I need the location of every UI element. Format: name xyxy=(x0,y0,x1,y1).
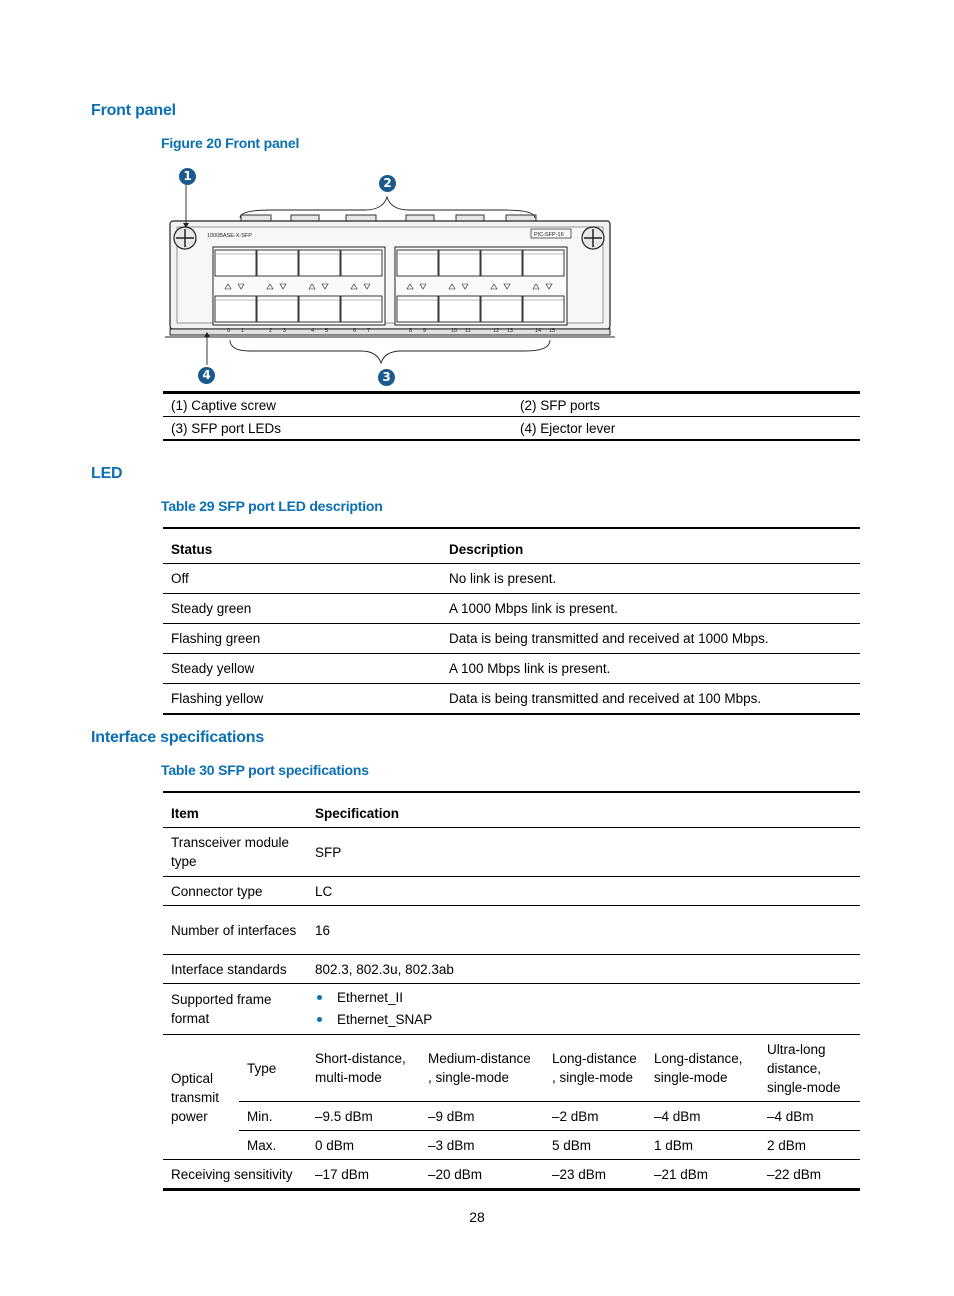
port-number-label: 0 xyxy=(227,328,231,334)
table-row xyxy=(163,1131,860,1160)
spec-cell: –21 dBm xyxy=(654,1166,709,1182)
spec-cell: Long-distance, single-mode xyxy=(646,1035,759,1102)
spec-cell: –22 dBm xyxy=(767,1166,822,1182)
spec-cell: 0 dBm xyxy=(307,1131,420,1160)
column-header-specification: Specification xyxy=(307,792,860,828)
column-header-description: Description xyxy=(441,528,860,564)
status-cell: Flashing green xyxy=(163,624,441,654)
description-cell: Data is being transmitted and received at 1000 Mbps. xyxy=(441,624,860,654)
port-number-label: 6 xyxy=(353,328,357,334)
frame-format-list xyxy=(315,987,852,1031)
status-cell: Steady green xyxy=(163,594,441,624)
item-cell: Transceiver module type xyxy=(163,828,307,877)
item-cell: Connector type xyxy=(163,877,307,906)
sfp-port-spec-table xyxy=(163,791,860,1191)
item-cell: Number of interfaces xyxy=(163,906,307,955)
led-description-table xyxy=(163,527,860,715)
table-row xyxy=(163,1035,860,1102)
model-label-right: PIC-SFP-16 xyxy=(534,232,564,238)
spec-cell: Short-distance, multi-mode xyxy=(307,1035,420,1102)
spec-cell: –23 dBm xyxy=(552,1166,607,1182)
item-cell: Interface standards xyxy=(163,955,307,984)
subitem-cell: Type xyxy=(239,1035,307,1102)
description-cell: A 100 Mbps link is present. xyxy=(441,654,860,684)
page-number: 28 xyxy=(469,1209,485,1225)
captive-screw-left xyxy=(174,227,196,249)
port-number-label: 7 xyxy=(367,328,371,334)
table-row xyxy=(163,564,860,594)
callout-4: 4 xyxy=(198,367,215,384)
spec-cell: –4 dBm xyxy=(759,1102,860,1131)
callout-1: 1 xyxy=(179,168,196,185)
table-header-row xyxy=(163,528,860,564)
callout-2: 2 xyxy=(379,175,396,192)
table-row xyxy=(163,828,860,877)
spec-cell: 16 xyxy=(307,906,860,955)
table-row xyxy=(163,1160,860,1190)
spec-cell: –17 dBm xyxy=(315,1166,370,1182)
status-cell: Flashing yellow xyxy=(171,691,264,706)
spec-cell: 1 dBm xyxy=(646,1131,759,1160)
list-item: Ethernet_SNAP xyxy=(315,1009,852,1031)
port-number-label: 5 xyxy=(325,328,329,334)
section-heading-led: LED xyxy=(91,465,123,482)
port-number-label: 4 xyxy=(311,328,315,334)
port-number-label: 11 xyxy=(465,328,471,334)
status-cell: Off xyxy=(163,564,441,594)
table-row xyxy=(163,594,860,624)
spec-cell: Ultra-long distance, single-mode xyxy=(759,1035,860,1102)
callout-3: 3 xyxy=(378,369,395,386)
spec-cell: –2 dBm xyxy=(544,1102,646,1131)
table-row xyxy=(163,1102,860,1131)
table-header-row xyxy=(163,792,860,828)
spec-cell: 5 dBm xyxy=(544,1131,646,1160)
status-cell: Steady yellow xyxy=(163,654,441,684)
front-panel-figure xyxy=(165,165,620,390)
port-number-label: 15 xyxy=(549,328,556,334)
list-item: Ethernet_II xyxy=(315,987,852,1009)
front-panel-drawing xyxy=(165,165,620,390)
table-row xyxy=(163,877,860,906)
port-number-label: 3 xyxy=(283,328,287,334)
description-cell: Data is being transmitted and received at 100 Mbps. xyxy=(449,691,762,706)
spec-cell: –9 dBm xyxy=(420,1102,544,1131)
table-row xyxy=(163,393,860,417)
subitem-cell: Min. xyxy=(239,1102,307,1131)
spec-cell: –9.5 dBm xyxy=(307,1102,420,1131)
table-row xyxy=(163,624,860,654)
table-row xyxy=(163,417,860,441)
legend-cell: (1) Captive screw xyxy=(163,393,512,417)
spec-cell: Long-distance , single-mode xyxy=(544,1035,646,1102)
spec-cell: Medium-distance , single-mode xyxy=(420,1035,544,1102)
item-cell: Receiving sensitivity xyxy=(171,1166,293,1182)
spec-cell: SFP xyxy=(307,828,860,877)
description-cell: A 1000 Mbps link is present. xyxy=(441,594,860,624)
port-number-label: 9 xyxy=(423,328,427,334)
port-number-label: 10 xyxy=(451,328,458,334)
table-row xyxy=(163,906,860,955)
led-table-caption: Table 29 SFP port LED description xyxy=(161,498,383,514)
section-heading-front-panel: Front panel xyxy=(91,102,176,119)
legend-cell: (4) Ejector lever xyxy=(520,420,616,436)
port-number-label: 8 xyxy=(409,328,413,334)
table-row xyxy=(163,654,860,684)
figure-legend-table xyxy=(163,391,860,441)
spec-cell: 2 dBm xyxy=(759,1131,860,1160)
figure-caption: Figure 20 Front panel xyxy=(161,135,300,151)
spec-cell: –4 dBm xyxy=(646,1102,759,1131)
model-label-left: 1000BASE-X-SFP xyxy=(207,233,252,239)
table-row xyxy=(163,955,860,984)
spec-cell: LC xyxy=(307,877,860,906)
table-row xyxy=(163,684,860,715)
column-header-status: Status xyxy=(163,528,441,564)
port-number-label: 1 xyxy=(241,328,245,334)
port-number-label: 12 xyxy=(493,328,500,334)
spec-cell xyxy=(307,984,860,1035)
spec-cell: –3 dBm xyxy=(420,1131,544,1160)
port-number-label: 2 xyxy=(269,328,273,334)
port-number-label: 14 xyxy=(535,328,542,334)
table-row xyxy=(163,984,860,1035)
section-heading-interface-specifications: Interface specifications xyxy=(91,729,265,746)
spec-cell: –20 dBm xyxy=(428,1166,483,1182)
spec-cell: 802.3, 802.3u, 802.3ab xyxy=(307,955,860,984)
legend-cell: (2) SFP ports xyxy=(512,393,860,417)
column-header-item: Item xyxy=(163,792,307,828)
subitem-cell: Max. xyxy=(239,1131,307,1160)
spec-table-caption: Table 30 SFP port specifications xyxy=(161,762,369,778)
item-cell: Optical transmit power xyxy=(163,1035,239,1160)
description-cell: No link is present. xyxy=(441,564,860,594)
item-cell: Supported frame format xyxy=(163,984,307,1035)
captive-screw-right xyxy=(582,227,604,249)
legend-cell: (3) SFP port LEDs xyxy=(171,420,282,436)
port-number-label: 13 xyxy=(507,328,514,334)
